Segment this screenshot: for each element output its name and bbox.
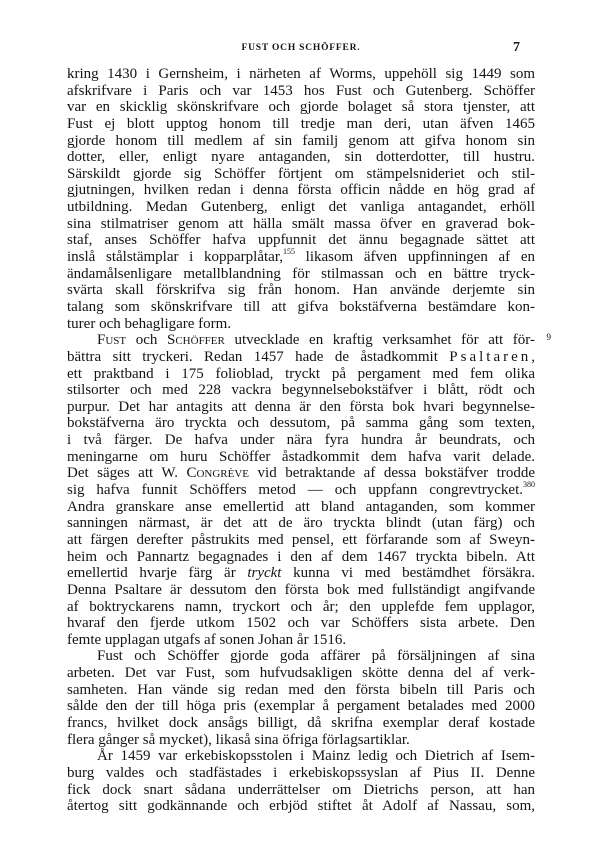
text-line <box>67 366 535 383</box>
text-line <box>67 66 535 83</box>
text-line <box>67 549 535 566</box>
text-segment: kring 1430 i Gernsheim, i närheten af Worms, uppehöll sig 1449 som <box>67 66 535 82</box>
text-line <box>67 432 535 449</box>
spaced-title: Psaltaren <box>449 348 532 365</box>
footnote-ref: 155 <box>282 247 295 257</box>
text-segment: var en skicklig skönskrifvare och gjorde bolaget så stora tjenster, att <box>67 99 535 116</box>
text-segment: ändamålsenligare metallblandning för stilmassan och en bättre tryck- <box>67 265 535 282</box>
text-line <box>67 266 535 283</box>
text-segment: samheten. Han vände sig redan med den första bibeln till Paris och <box>67 681 535 698</box>
text-line <box>67 648 535 665</box>
text-segment: sanningen närmast, är det att de äro tryckta blindt (utan färg) och <box>67 515 535 532</box>
margin-note: 9 <box>546 332 551 343</box>
text-segment: Andra granskare anse emellertid att bland antaganden, som kommer <box>67 498 535 515</box>
text-line <box>67 499 535 516</box>
text-segment: heim och Pannartz begagnades i den af dem 1467 tryckta bibeln. Att <box>67 548 535 565</box>
text-segment: Denna Psaltare är dessutom den första bok med fullständigt angifvande <box>67 581 535 598</box>
text-segment: i två färger. De hafva under nära fyra hundra år beundrats, och <box>67 432 535 449</box>
text-line <box>67 282 535 299</box>
text-line <box>67 166 535 183</box>
italic-emphasis: tryckt <box>247 565 282 582</box>
text-segment: Fust och Schöffer gjorde goda affärer på försäljningen af sina <box>97 648 535 665</box>
text-segment: och <box>126 332 167 349</box>
text-segment: inslå stålstämplar i kopparplåtar, <box>67 249 283 266</box>
small-caps-name: Congrève <box>186 465 250 482</box>
text-line <box>67 565 535 582</box>
text-line <box>67 332 551 349</box>
text-line <box>67 349 535 366</box>
text-segment: utvecklade en kraftig verksamhet för att för- <box>224 332 535 349</box>
text-line <box>67 582 535 599</box>
text-segment: återtog sitt godkännande och erbjöd stiftet åt Adolf af Nassau, som, <box>67 798 535 815</box>
text-segment: femte upplagan utgafs af sonen Johan år 1516. <box>67 631 347 648</box>
text-segment: bättra sitt tryckeri. Redan 1457 hade de åstadkommit <box>67 348 450 365</box>
text-line <box>67 415 535 432</box>
text-line <box>67 599 535 616</box>
text-line <box>67 782 535 799</box>
text-segment: turer och behagligare form. <box>67 315 232 332</box>
text-line <box>67 232 535 249</box>
text-segment: flera gånger så mycket), likaså sina öfriga förlagsartiklar. <box>67 731 410 748</box>
text-segment: fick dock snart sådana underrättelser om Dietrichs person, att han <box>67 781 535 798</box>
text-segment: Fust ej blott upptog honom till tredje man deri, utan äfven 1465 <box>67 115 535 132</box>
text-line <box>67 449 535 466</box>
text-line <box>67 698 535 715</box>
text-line <box>67 182 535 199</box>
text-segment: af boktryckarens namn, tryckort och år; den upplefde fem upplagor, <box>67 598 535 615</box>
text-line <box>67 316 535 333</box>
text-line <box>67 732 535 749</box>
text-segment: staf, anses Schöffer hafva uppfunnit det ännu begagnade sättet att <box>67 232 535 249</box>
text-segment: svärta skall förskrifva sig från honom. Han använde derjemte sin <box>67 282 535 299</box>
text-line <box>67 482 535 499</box>
text-segment: hvaraf den fjerde utkom 1502 och var Schöffers sista arbete. Den <box>67 615 535 632</box>
text-line <box>67 665 535 682</box>
text-line <box>67 116 535 133</box>
text-line <box>67 798 535 815</box>
running-head <box>67 40 535 56</box>
text-line <box>67 765 535 782</box>
text-segment: purpur. Det har antagits att denna är den första bok hvari begynnelse- <box>67 398 535 415</box>
text-segment: arbeten. Det var Fust, som hufvudsakligen skötte denna del af verk- <box>67 665 535 682</box>
text-segment: , <box>531 348 535 365</box>
text-line <box>67 715 535 732</box>
text-segment: meningarne om huru Schöffer åstadkommit dem hafva varit delade. <box>67 448 535 465</box>
text-segment: Särskildt gjorde sig Schöffer förtjent om stämpelsnideriet och stil- <box>67 165 535 182</box>
text-line <box>67 748 535 765</box>
text-segment: gjutningen, hvilken redan i denna första officin nådde en hög grad af <box>67 182 535 199</box>
text-segment: ett praktband i 175 folioblad, tryckt på pergament med fem olika <box>67 365 535 382</box>
text-line <box>67 532 535 549</box>
text-segment: talang som skönskrifvare till att gifva bokstäfverna bestämdare kon- <box>67 298 535 315</box>
text-segment: emellertid hvarje färg är <box>67 565 248 582</box>
running-head-title: FUST OCH SCHÖFFER. <box>241 43 361 53</box>
text-segment: likasom äfven uppfinningen af en <box>294 249 535 266</box>
text-line <box>67 216 535 233</box>
small-caps-name: Schöffer <box>167 332 225 349</box>
text-segment: burg valdes och stadfästades i erkebiskopssyslan af Pius II. Denne <box>67 764 535 781</box>
text-segment: att färgen derefter påstrukits med pensel, ett förfarande som af Sweyn- <box>67 531 535 548</box>
text-segment: francs, hvilket dock ansågs billigt, då skrifna exemplar deraf kostade <box>67 714 535 731</box>
text-segment: Det säges att W. <box>67 465 187 482</box>
text-line <box>67 299 535 316</box>
text-segment: bokstäfverna äro tryckta och dessutom, på samma gång som texten, <box>67 415 535 432</box>
text-line <box>67 149 535 166</box>
text-segment: kunna vi med bestämdhet försäkra. <box>281 565 535 582</box>
text-segment: utbildning. Medan Gutenberg, enligt det vanliga antagandet, erhöll <box>67 199 535 216</box>
text-line <box>67 632 535 649</box>
text-line <box>67 99 535 116</box>
page-number: 7 <box>513 40 520 55</box>
text-line <box>67 382 535 399</box>
text-line <box>67 249 535 266</box>
text-segment: afskrifvare i Paris och var 1453 hos Fust och Gutenberg. Schöffer <box>67 82 535 99</box>
small-caps-name: Fust <box>97 332 127 349</box>
text-line <box>67 615 535 632</box>
text-segment: gjorde honom till medlem af sin familj genom att gifva honom sin <box>67 132 535 149</box>
text-line <box>67 83 535 100</box>
text-segment: vid betraktande af dessa bokstäfver trodde <box>249 465 535 482</box>
text-segment: År 1459 var erkebiskopsstolen i Mainz ledig och Dietrich af Isem- <box>97 748 535 765</box>
text-segment: sina stilmatriser genom att hälla smält massa öfver en graverad bok- <box>67 215 535 232</box>
text-line <box>67 515 535 532</box>
text-line <box>67 465 535 482</box>
text-line <box>67 199 535 216</box>
footnote-ref: 380 <box>523 480 535 490</box>
text-line <box>67 399 535 416</box>
text-line <box>67 682 535 699</box>
text-line <box>67 133 535 150</box>
text-segment: sålde den der till höga pris (exemplar å pergament betalades med 2000 <box>67 698 535 715</box>
body-text <box>67 66 551 815</box>
text-segment: stilsorter och med 228 vackra begynnelsebokstäfver i blått, rödt och <box>67 382 535 399</box>
text-segment: sig hafva funnit Schöffers metod — och uppfann congrevtrycket. <box>67 482 523 499</box>
text-segment: dotter, eller, enligt nyare antaganden, sin dotterdotter, till hustru. <box>67 149 535 166</box>
